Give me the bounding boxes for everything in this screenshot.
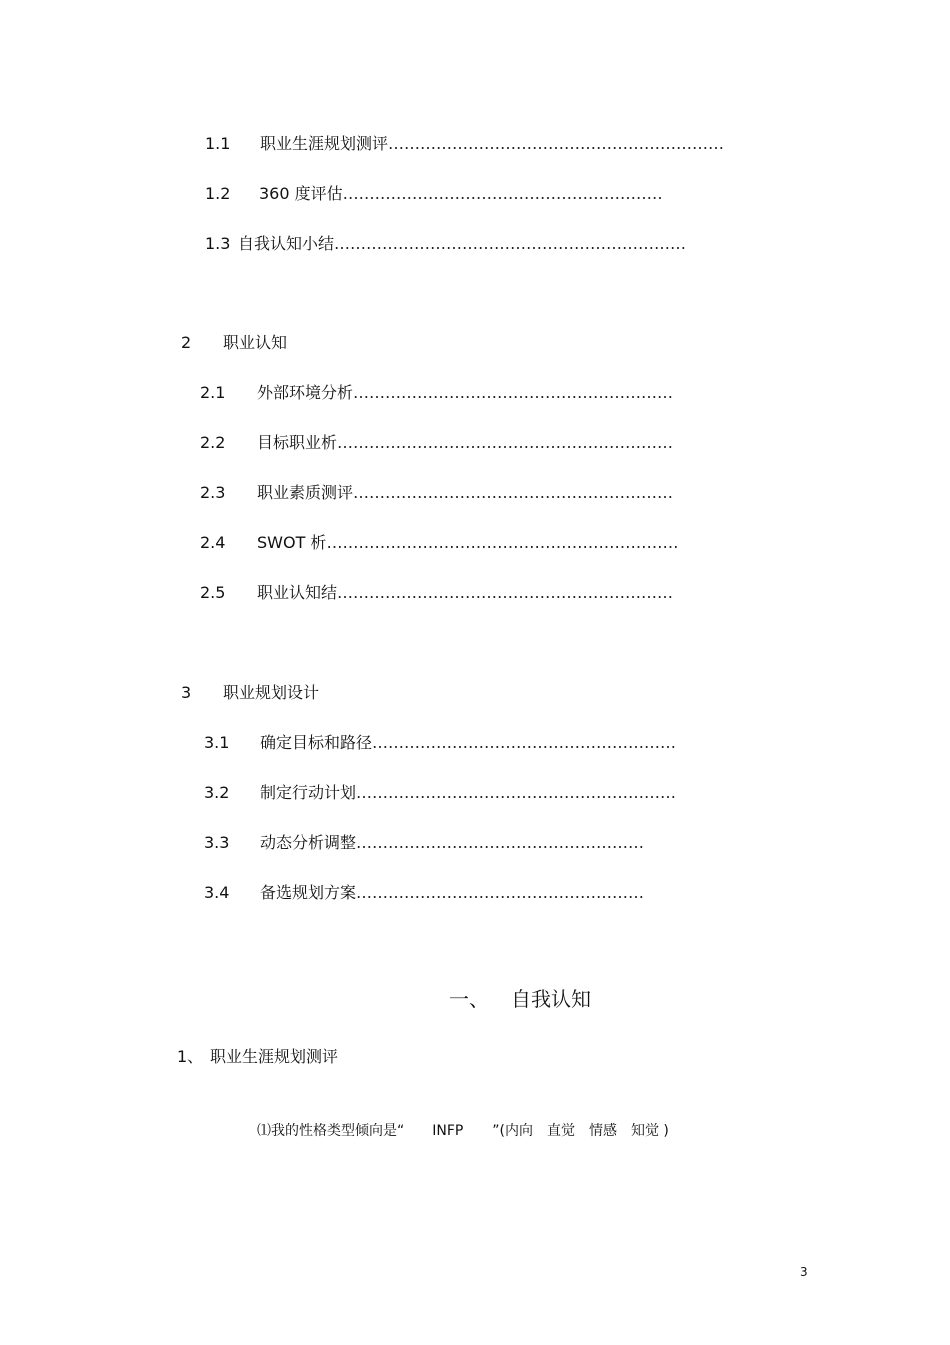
toc-num: 1.3: [205, 234, 231, 253]
personality-type: INFP: [432, 1123, 464, 1139]
para-suffix: ”(内向: [492, 1123, 533, 1139]
toc-label: 职业素质测评: [257, 483, 354, 502]
section-heading: [177, 1044, 338, 1067]
toc-leader-dots: ……………………………………………………: [356, 783, 677, 802]
toc-item-1-3: [205, 234, 686, 254]
toc-num: 2.5: [200, 583, 226, 602]
toc-num: 3.4: [204, 883, 230, 902]
toc-label: 职业认知结: [257, 583, 338, 602]
toc-num: 3: [181, 683, 192, 702]
toc-num: 2.3: [200, 483, 226, 502]
toc-leader-dots: …………………………………………………………: [334, 234, 687, 253]
toc-label: 职业规划设计: [223, 683, 320, 702]
toc-item-3-1: [204, 733, 676, 753]
toc-num: 2: [181, 333, 192, 352]
toc-label: 外部环境分析: [257, 383, 354, 402]
toc-item-1-2: [205, 184, 663, 204]
toc-item-3: [181, 683, 319, 703]
chapter-number: 一、: [449, 987, 489, 1011]
toc-leader-dots: ……………………………………………………: [353, 483, 674, 502]
toc-label: 职业生涯规划测评: [260, 134, 389, 153]
toc-num: 3.3: [204, 833, 230, 852]
toc-item-2: [181, 333, 287, 353]
toc-label: 目标职业析: [257, 433, 338, 452]
toc-num: 3.1: [204, 733, 230, 752]
toc-item-2-5: [200, 583, 673, 603]
toc-item-3-4: [204, 883, 644, 903]
toc-num: 2.1: [200, 383, 226, 402]
toc-num: 3.2: [204, 783, 230, 802]
toc-item-3-3: [204, 833, 644, 853]
toc-num: 1.1: [205, 134, 231, 153]
chapter-title: 自我认知: [511, 987, 591, 1011]
toc-label: 360 度评估: [259, 184, 343, 203]
toc-leader-dots: …………………………………………………………: [326, 533, 679, 552]
toc-label: 制定行动计划: [260, 783, 357, 802]
section-title: 职业生涯规划测评: [210, 1047, 339, 1066]
toc-num: 2.4: [200, 533, 226, 552]
toc-leader-dots: ………………………………………………………: [388, 134, 725, 153]
toc-num: 2.2: [200, 433, 226, 452]
toc-leader-dots: ……………………………………………………: [342, 184, 663, 203]
page-number: 3: [800, 1265, 808, 1279]
toc-leader-dots: ………………………………………………………: [337, 433, 674, 452]
toc-num: 1.2: [205, 184, 231, 203]
para-prefix: ⑴我的性格类型倾向是“: [257, 1123, 405, 1139]
section-number: 1、: [177, 1047, 204, 1066]
toc-label: SWOT 析: [257, 533, 327, 552]
toc-item-2-1: [200, 383, 673, 403]
toc-item-2-2: [200, 433, 673, 453]
toc-item-2-3: [200, 483, 673, 503]
chapter-heading: [449, 983, 591, 1012]
toc-label: 职业认知: [223, 333, 288, 352]
toc-item-2-4: [200, 533, 678, 553]
trait-intuition: 直觉: [546, 1123, 575, 1139]
toc-item-3-2: [204, 783, 676, 803]
toc-leader-dots: ………………………………………………: [356, 883, 645, 902]
toc-label: 确定目标和路径: [260, 733, 373, 752]
toc-item-1-1: [205, 134, 724, 154]
toc-leader-dots: ……………………………………………………: [353, 383, 674, 402]
toc-label: 自我认知小结: [238, 234, 335, 253]
toc-label: 备选规划方案: [260, 883, 357, 902]
personality-type-paragraph: [257, 1120, 669, 1140]
toc-leader-dots: …………………………………………………: [372, 733, 677, 752]
toc-leader-dots: ………………………………………………………: [337, 583, 674, 602]
trait-perceiving: 知觉 ): [630, 1123, 669, 1139]
toc-leader-dots: ………………………………………………: [356, 833, 645, 852]
toc-label: 动态分析调整: [260, 833, 357, 852]
trait-feeling: 情感: [588, 1123, 617, 1139]
